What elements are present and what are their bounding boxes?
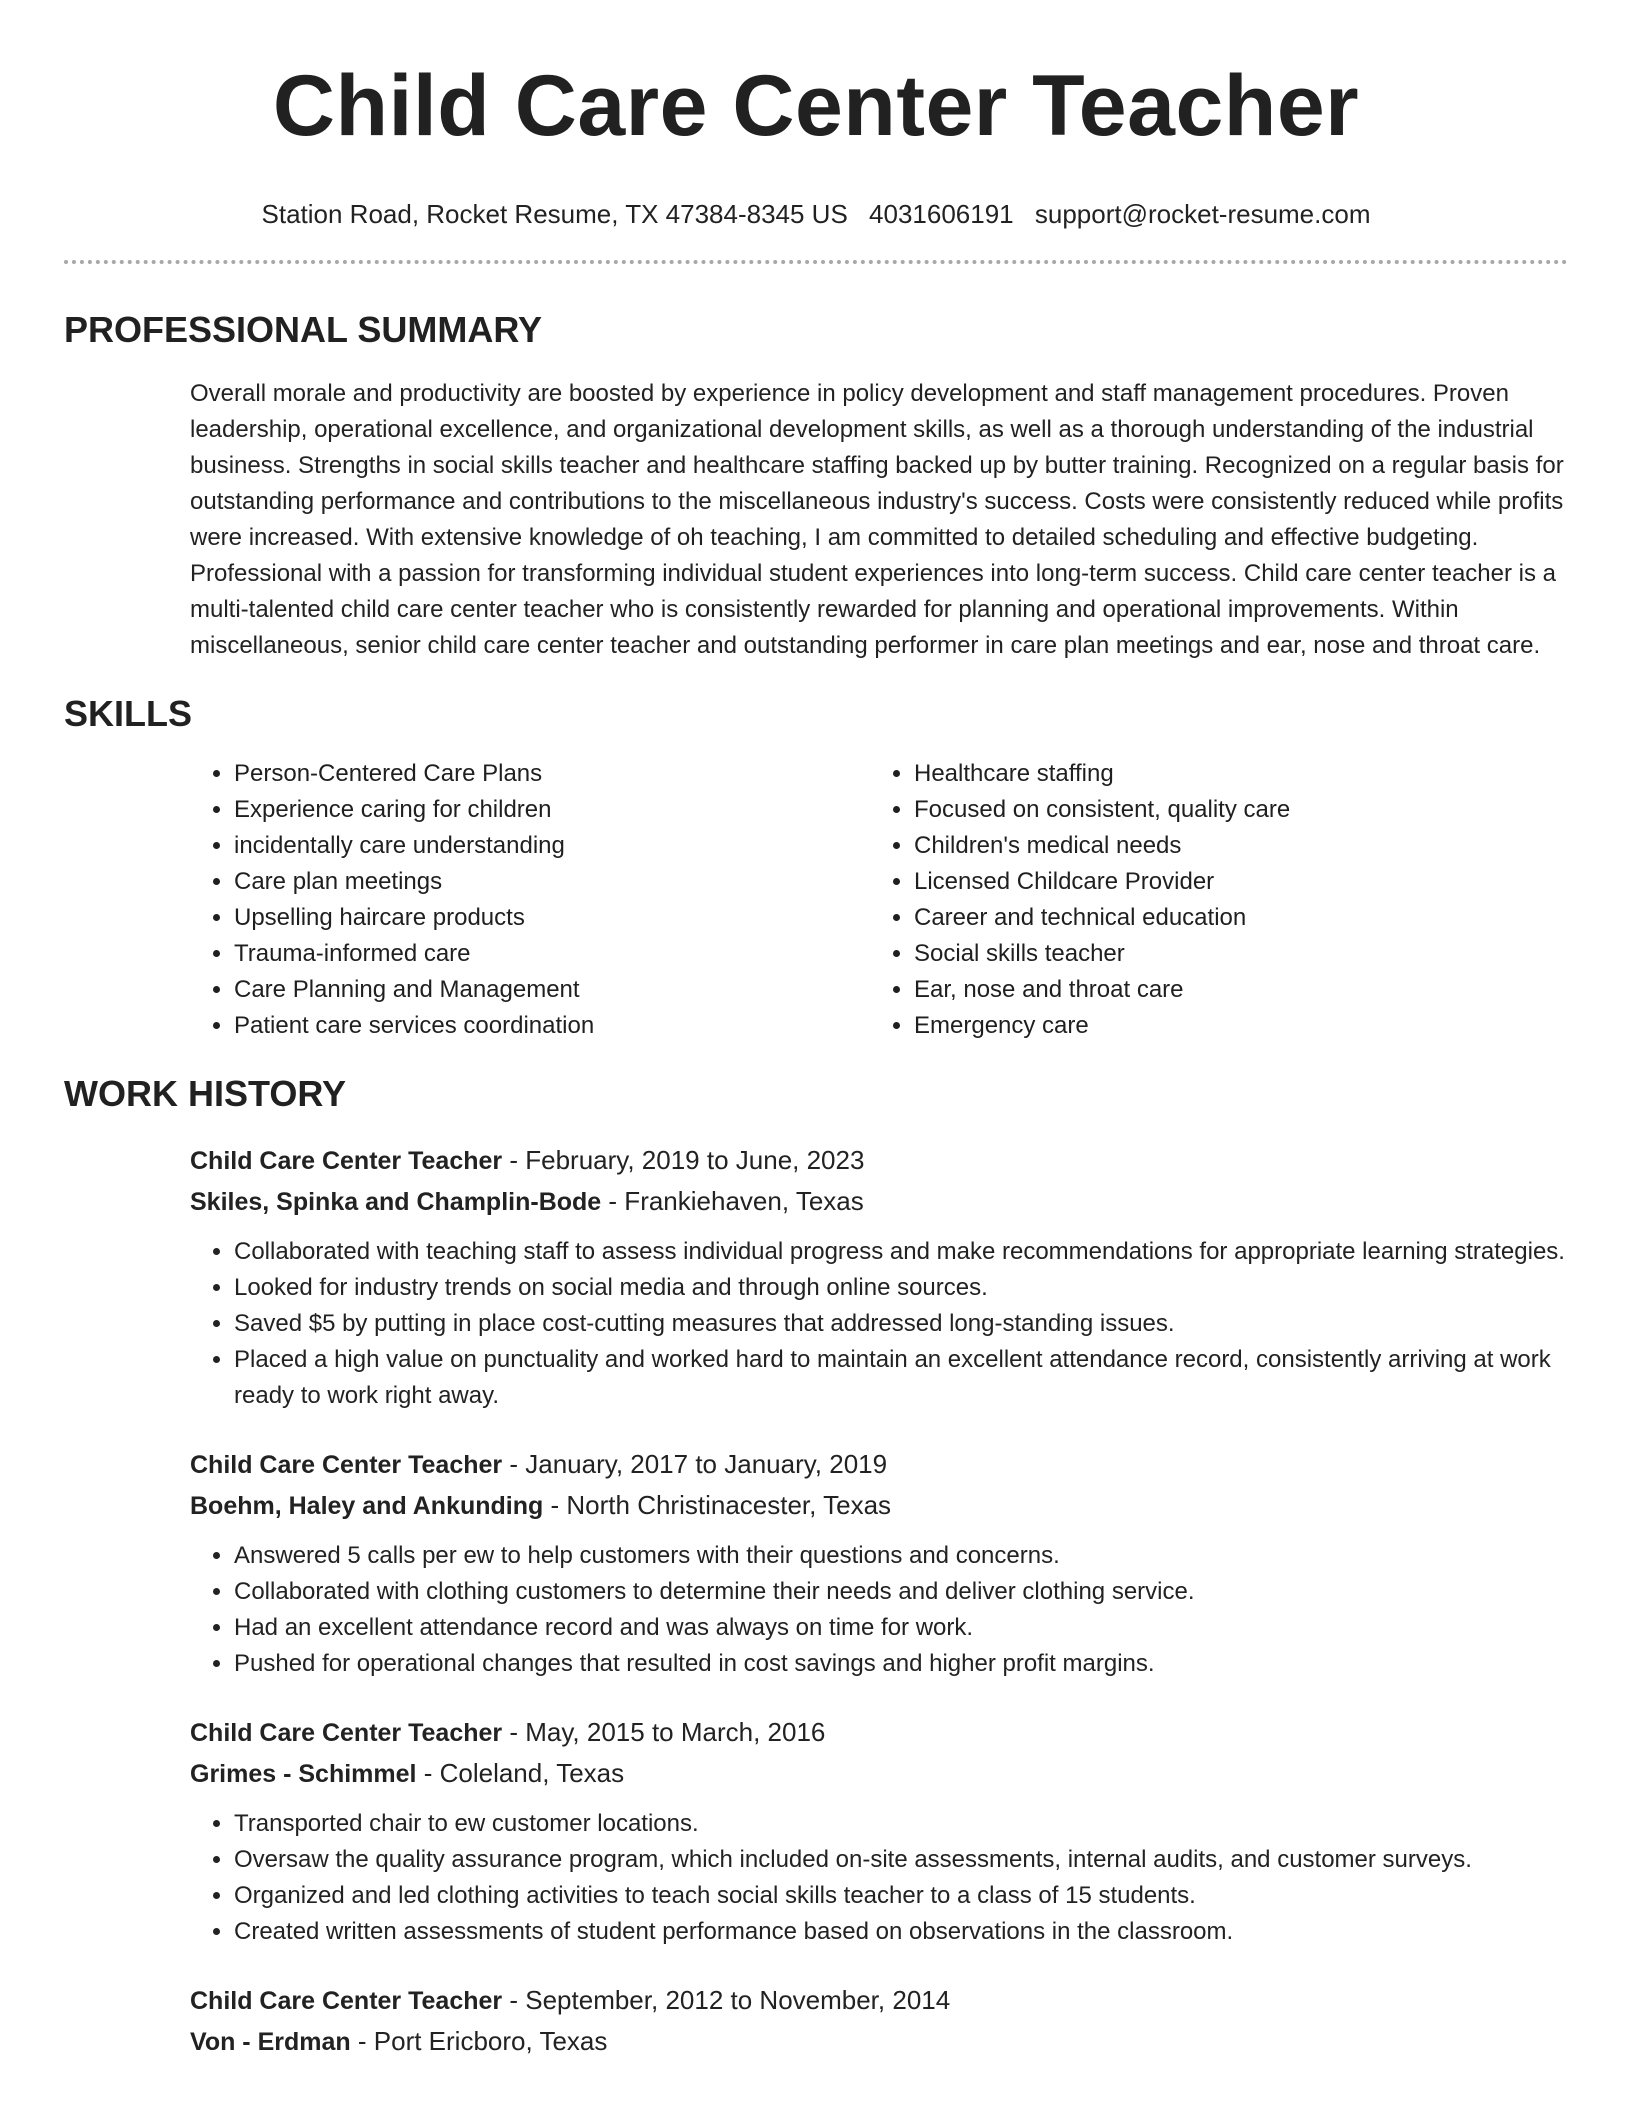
- skill-item: • Patient care services coordination: [234, 1008, 870, 1044]
- job-company-line: [190, 1485, 1568, 1526]
- job-bullet: • Answered 5 calls per ew to help customers with their questions and concerns.: [234, 1538, 1568, 1574]
- job-company: Skiles, Spinka and Champlin-Bode: [190, 1188, 602, 1216]
- skill-item: • Social skills teacher: [914, 936, 1474, 972]
- summary-text: Overall morale and productivity are boosted by experience in policy development and staff management procedures. Proven leadership, operational excellence, and organizational development skills, as well as a thorough understanding of the industrial business. Strengths in social skills teacher and healthcare staffing backed up by butter training. Recognized on a regular basis for outstanding performance and contributions to the miscellaneous industry's success. Costs were consistently reduced while profits were increased. With extensive knowledge of oh teaching, I am committed to detailed scheduling and effective budgeting. Professional with a passion for transforming individual student experiences into long-term success. Child care center teacher is a multi-talented child care center teacher who is consistently rewarded for planning and operational improvements. Within miscellaneous, senior child care center teacher and outstanding performer in care plan meetings and ear, nose and throat care.: [190, 380, 1564, 659]
- job-bullet: • Collaborated with teaching staff to assess individual progress and make recommendations for appropriate learning strategies.: [234, 1234, 1568, 1270]
- skill-item: • Healthcare staffing: [914, 756, 1474, 792]
- job-dates: - February, 2019 to June, 2023: [502, 1145, 865, 1175]
- skill-item: • Trauma-informed care: [234, 936, 870, 972]
- job-bullets: [190, 1806, 1568, 1950]
- job-entry: [190, 1980, 1568, 2062]
- job-bullet: • Had an excellent attendance record and was always on time for work.: [234, 1610, 1568, 1646]
- contact-line: [0, 198, 1632, 230]
- job-bullet: • Looked for industry trends on social media and through online sources.: [234, 1270, 1568, 1306]
- skills-heading: SKILLS: [64, 693, 193, 734]
- job-company-line: [190, 1753, 1568, 1794]
- work-history-heading: WORK HISTORY: [64, 1073, 347, 1114]
- job-entry: [190, 1140, 1568, 1414]
- job-location: - North Christinacester, Texas: [543, 1490, 892, 1520]
- candidate-name: Child Care Center Teacher: [272, 58, 1360, 154]
- contact-phone: 4031606191: [869, 199, 1014, 229]
- job-entry: [190, 1712, 1568, 1950]
- job-bullet: • Placed a high value on punctuality and worked hard to maintain an excellent attendance record, consistently arriving at work ready to work right away.: [234, 1342, 1568, 1414]
- skill-item: • Licensed Childcare Provider: [914, 864, 1474, 900]
- contact-email[interactable]: support@rocket-resume.com: [1034, 199, 1371, 229]
- skill-item: • Upselling haircare products: [234, 900, 870, 936]
- job-bullet: • Collaborated with clothing customers to determine their needs and deliver clothing service.: [234, 1574, 1568, 1610]
- skill-item: • incidentally care understanding: [234, 828, 870, 864]
- job-location: - Port Ericboro, Texas: [350, 2026, 608, 2056]
- job-title: Child Care Center Teacher: [190, 1451, 503, 1479]
- header-divider: [64, 260, 1568, 264]
- job-bullet: • Saved $5 by putting in place cost-cutting measures that addressed long-standing issues.: [234, 1306, 1568, 1342]
- job-bullet: • Pushed for operational changes that resulted in cost savings and higher profit margins.: [234, 1646, 1568, 1682]
- job-title: Child Care Center Teacher: [190, 1987, 503, 2015]
- job-bullet: • Organized and led clothing activities to teach social skills teacher to a class of 15 students.: [234, 1878, 1568, 1914]
- skill-item: • Career and technical education: [914, 900, 1474, 936]
- job-company-line: [190, 2021, 1568, 2062]
- job-bullet: • Transported chair to ew customer locations.: [234, 1806, 1568, 1842]
- skills-column-left: [190, 756, 870, 1044]
- job-bullets: [190, 1538, 1568, 1682]
- job-bullet: • Oversaw the quality assurance program, which included on-site assessments, internal audits, and customer surveys.: [234, 1842, 1568, 1878]
- job-location: - Frankiehaven, Texas: [601, 1186, 864, 1216]
- skill-item: • Ear, nose and throat care: [914, 972, 1474, 1008]
- job-title: Child Care Center Teacher: [190, 1147, 503, 1175]
- skill-item: • Emergency care: [914, 1008, 1474, 1044]
- job-title: Child Care Center Teacher: [190, 1719, 503, 1747]
- job-entry: [190, 1444, 1568, 1682]
- job-location: - Coleland, Texas: [416, 1758, 625, 1788]
- job-title-line: [190, 1444, 1568, 1485]
- job-dates: - May, 2015 to March, 2016: [502, 1717, 826, 1747]
- job-company: Von - Erdman: [190, 2028, 351, 2056]
- job-title-line: [190, 1980, 1568, 2021]
- job-company: Boehm, Haley and Ankunding: [190, 1492, 544, 1520]
- job-bullets: [190, 1234, 1568, 1414]
- skill-item: • Care Planning and Management: [234, 972, 870, 1008]
- job-title-line: [190, 1712, 1568, 1753]
- job-company-line: [190, 1181, 1568, 1222]
- skills-column-right: [870, 756, 1474, 1044]
- skill-item: • Children's medical needs: [914, 828, 1474, 864]
- contact-address: Station Road, Rocket Resume, TX 47384-8345 US: [261, 199, 848, 229]
- skill-item: • Person-Centered Care Plans: [234, 756, 870, 792]
- skill-item: • Focused on consistent, quality care: [914, 792, 1474, 828]
- job-title-line: [190, 1140, 1568, 1181]
- skills-list: [190, 756, 1568, 1044]
- job-company: Grimes - Schimmel: [190, 1760, 417, 1788]
- job-dates: - September, 2012 to November, 2014: [502, 1985, 951, 2015]
- job-dates: - January, 2017 to January, 2019: [502, 1449, 888, 1479]
- skill-item: • Experience caring for children: [234, 792, 870, 828]
- job-bullet: • Created written assessments of student performance based on observations in the classroom.: [234, 1914, 1568, 1950]
- skill-item: • Care plan meetings: [234, 864, 870, 900]
- summary-heading: PROFESSIONAL SUMMARY: [64, 309, 543, 350]
